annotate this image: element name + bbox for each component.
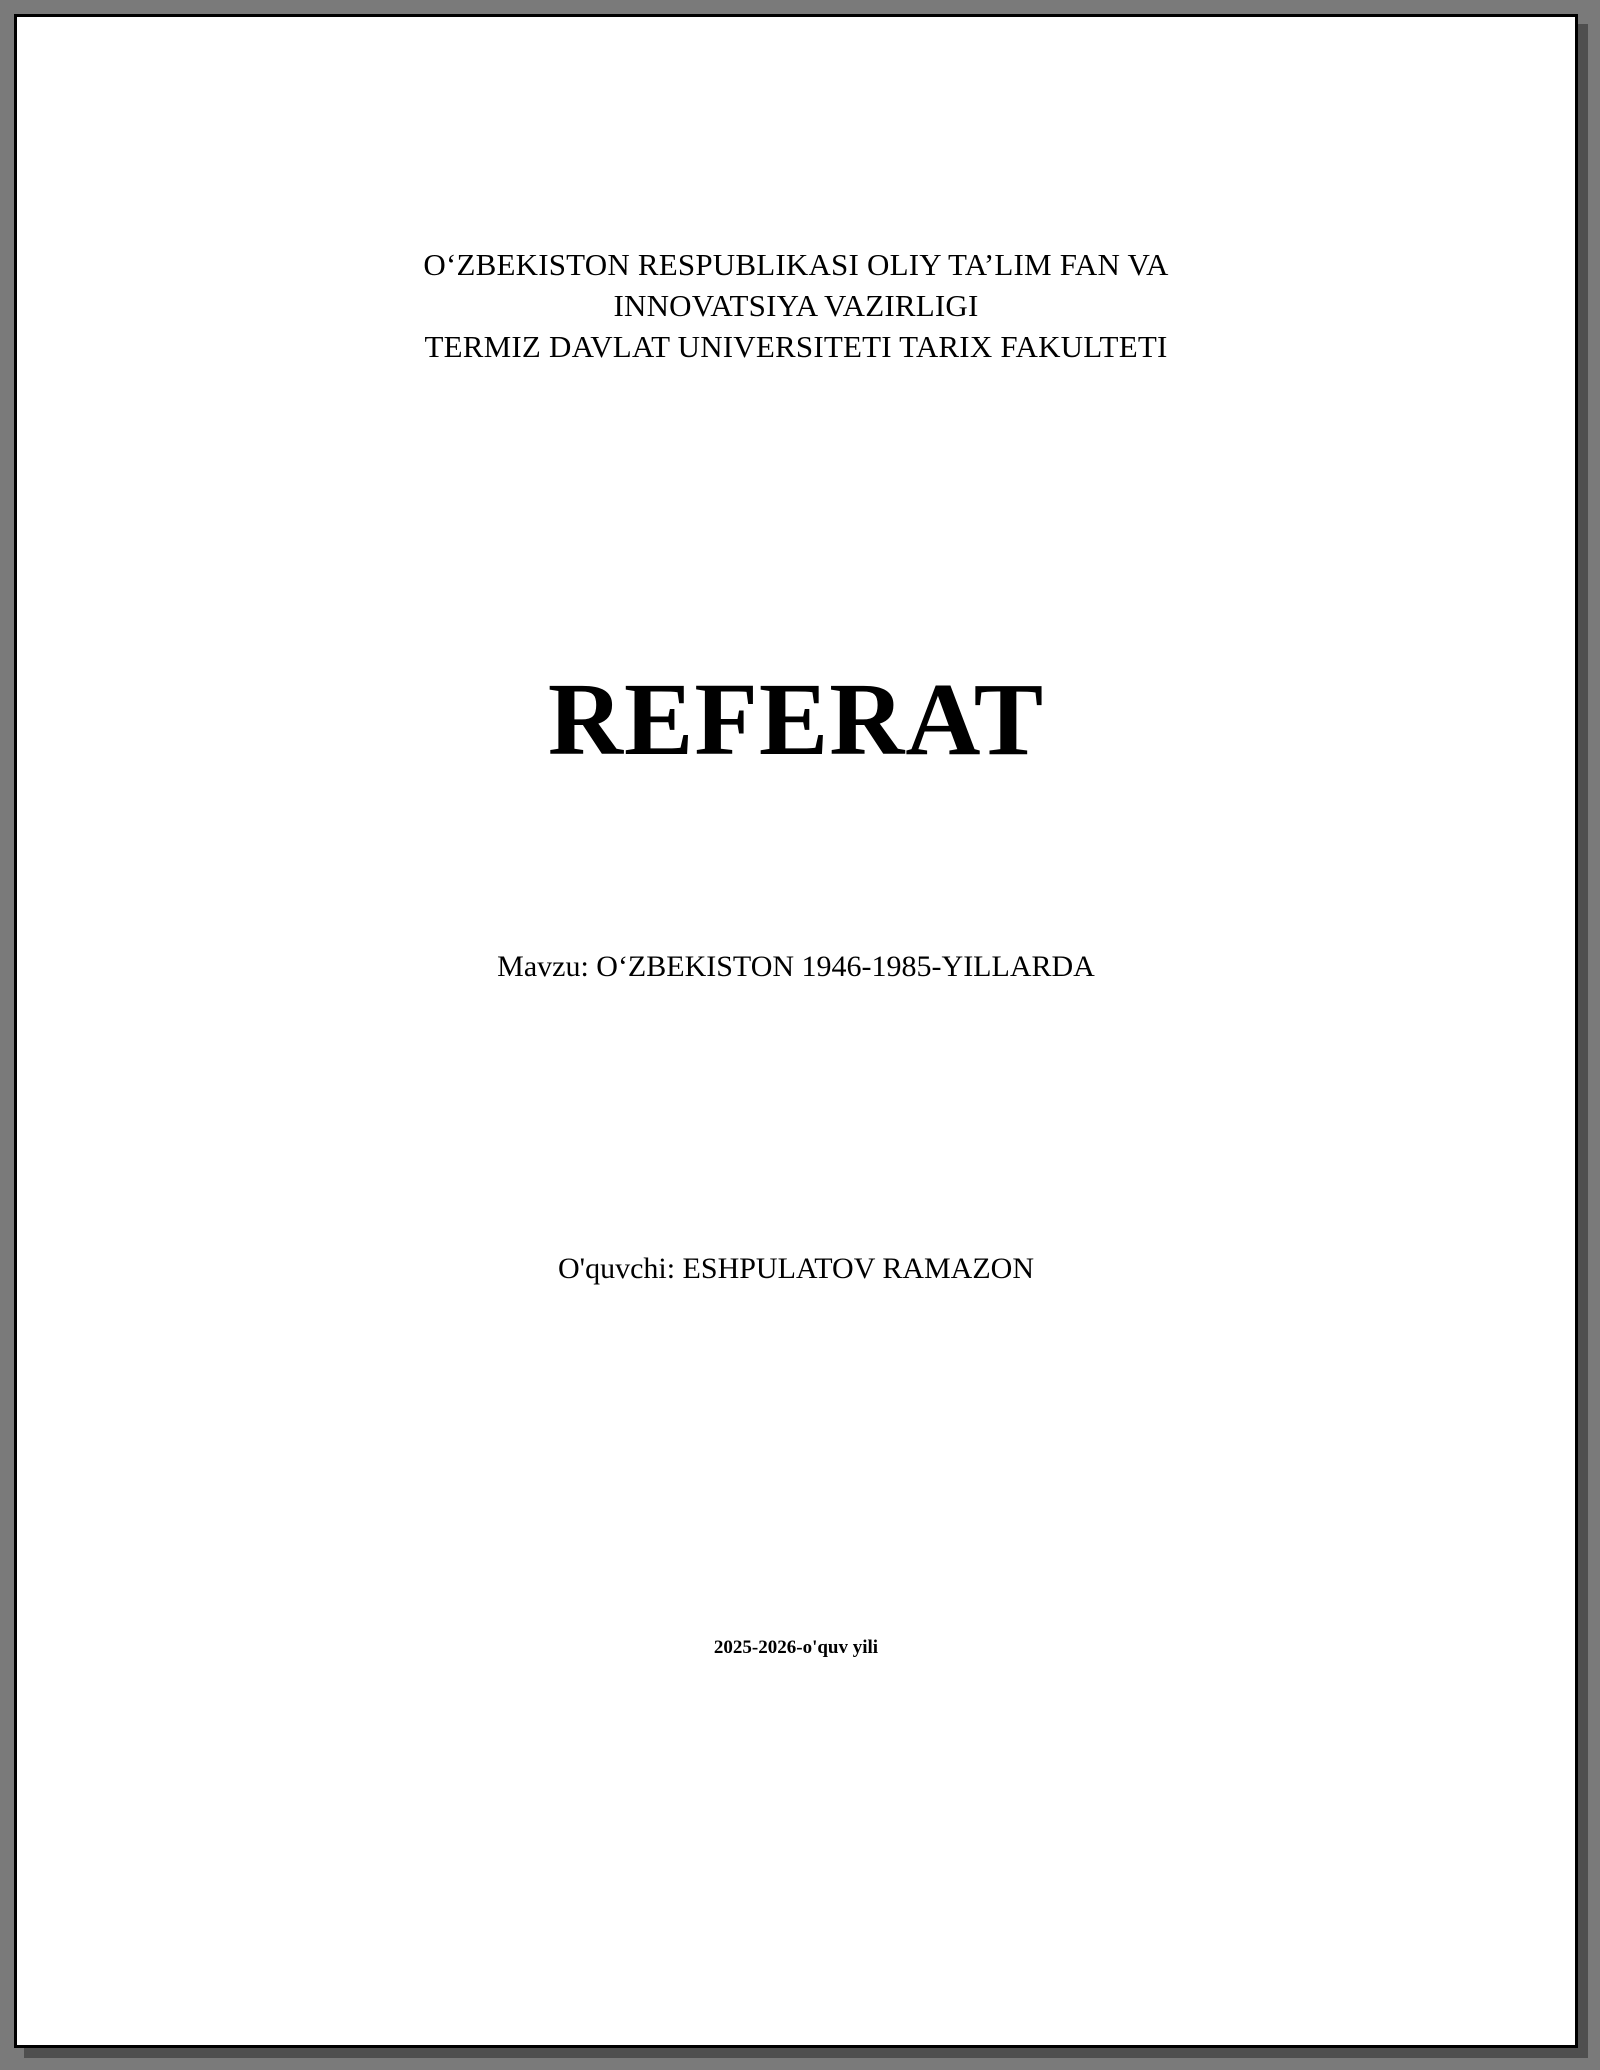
document-author: O'quvchi: ESHPULATOV RAMAZON xyxy=(558,1251,1034,1285)
academic-year: 2025-2026-o'quv yili xyxy=(713,1637,879,1658)
institution-heading-line-2: INNOVATSIYA VAZIRLIGI xyxy=(613,287,979,323)
institution-heading-line-1: O‘ZBEKISTON RESPUBLIKASI OLIY TA’LIM FAN VA xyxy=(423,247,1169,282)
faculty-heading-line: TERMIZ DAVLAT UNIVERSITETI TARIX FAKULTETI xyxy=(424,328,1168,364)
document-page xyxy=(14,14,1578,2048)
institution-heading xyxy=(137,245,1455,368)
document-content xyxy=(17,17,1575,2045)
document-type-title: REFERAT xyxy=(547,661,1045,777)
document-subject: Mavzu: O‘ZBEKISTON 1946-1985-YILLARDA xyxy=(497,949,1095,983)
